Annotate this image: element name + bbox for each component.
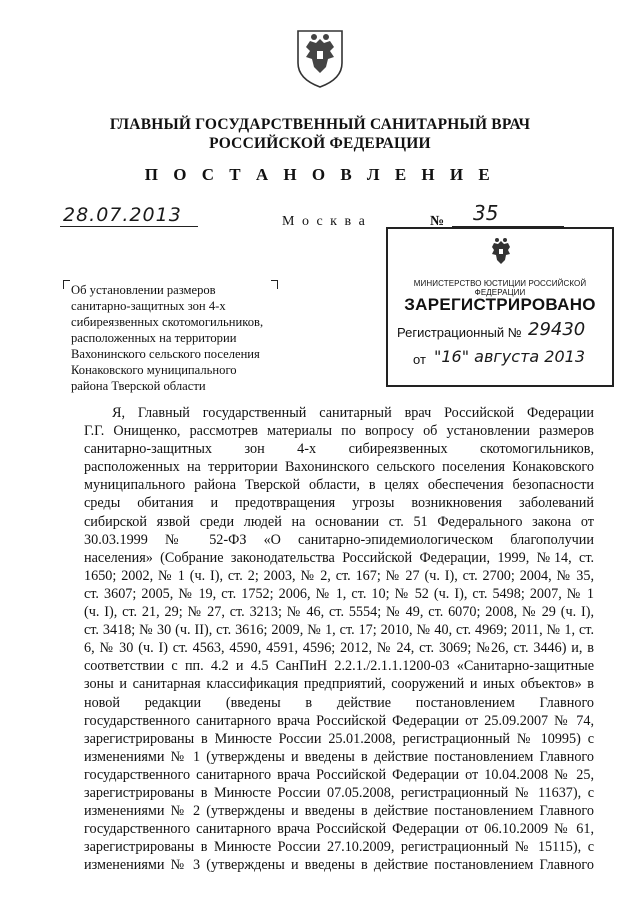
subject-line: санитарно-защитных зон 4-х: [71, 299, 226, 313]
document-city: М о с к в а: [282, 214, 367, 229]
stamp-date-prefix: от: [413, 352, 426, 367]
body-line: зарегистрированы в Минюсте России 25.01.2008, регистрационный № 10995) с: [84, 730, 594, 747]
body-line: зарегистрированы в Минюсте России 07.05.2008, регистрационный № 11637), с: [84, 784, 594, 801]
body-line: (ч. I), ст. 21, 29; № 27, ст. 3213; № 46, ст. 5554; № 49, ст. 6070; 2008, № 29 (ч. I),: [84, 604, 594, 621]
body-line: ст. 3418; № 30 (ч. II), ст. 3616; 2009, № 1, ст. 17; 2010, № 40, ст. 4969; 2011, № 1, ст.: [84, 622, 594, 639]
coat-of-arms-icon: [486, 235, 516, 271]
subject-bracket-left: [63, 280, 70, 289]
body-line: населения» (Собрание законодательства Российской Федерации, 1999, №14, ст.: [84, 549, 594, 566]
body-line: изменениями № 3 (утверждены и введены в действие постановлением Главного: [84, 857, 594, 874]
issuer-title-line2: РОССИЙСКОЙ ФЕДЕРАЦИИ: [209, 135, 431, 152]
stamp-ministry: МИНИСТЕРСТВО ЮСТИЦИИ РОССИЙСКОЙ ФЕДЕРАЦИИ: [413, 279, 587, 297]
body-line: расположенных на территории Вахонинского сельского поселения Конаковского: [84, 459, 594, 476]
stamp-reg-label: Регистрационный №: [397, 325, 522, 340]
subject-line: Вахонинского сельского поселения: [71, 347, 260, 361]
body-line: 1650; 2002, № 1 (ч. I), ст. 2; 2003, № 2, ст. 167; № 27 (ч. I), ст. 2700; 2004, № 35,: [84, 567, 594, 584]
date-underline: [60, 226, 198, 227]
document-date: 28.07.2013: [63, 204, 182, 226]
stamp-registered: ЗАРЕГИСТРИРОВАНО: [404, 295, 596, 314]
subject-line: сибиреязвенных скотомогильников,: [71, 315, 264, 329]
stamp-date: "16" августа 2013: [434, 347, 585, 366]
body-line: 30.03.1999 № 52-ФЗ «О санитарно-эпидемиологическом благополучии: [84, 531, 594, 548]
body-line: государственного санитарного врача Российской Федерации от 25.09.2007 № 74,: [84, 712, 594, 729]
body-line: 6, № 30 (ч. I) ст. 4563, 4590, 4591, 4596; 2012, № 24, ст. 3069; №26, ст. 3446) и, в: [84, 640, 594, 657]
body-line: Я, Главный государственный санитарный врач Российской Федерации: [112, 405, 594, 421]
body-line: муниципального района Тверской области, в целях обеспечения безопасности: [84, 477, 594, 494]
stamp-reg-number: 29430: [528, 319, 586, 340]
body-line: изменениями № 2 (утверждены и введены в действие постановлением Главного: [84, 803, 594, 820]
document-subject: [71, 282, 291, 394]
subject-line: Конаковского муниципального: [71, 363, 237, 377]
body-line: соответствии с пп. 4.2 и 4.5 СанПиН 2.2.1./2.1.1.1200-03 «Санитарно-защитные: [84, 658, 594, 675]
registration-stamp: [386, 227, 614, 387]
document-number: 35: [473, 201, 499, 225]
body-line: среды обитания и предотвращения угрозы возникновения заболеваний: [84, 495, 594, 512]
subject-line: расположенных на территории: [71, 331, 237, 345]
body-line: Г.Г. Онищенко, рассмотрев материалы по вопросу об установлении размеров: [84, 423, 594, 440]
body-line: государственного санитарного врача Российской Федерации от 10.04.2008 № 25,: [84, 766, 594, 783]
document-body: [84, 404, 594, 874]
subject-line: Об установлении размеров: [71, 283, 216, 297]
body-line: государственного санитарного врача Российской Федерации от 06.10.2009 № 61,: [84, 821, 594, 838]
body-line: сибирской язвой среди людей на основании ст. 51 Федерального закона от: [84, 513, 594, 530]
body-line: зоны и санитарная классификация предприятий, сооружений и иных объектов» в: [84, 676, 594, 693]
body-line: зарегистрированы в Минюсте России 27.10.2009, регистрационный № 15115), с: [84, 839, 594, 856]
body-line: санитарно-защитных зон 4-х сибиреязвенных скотомогильников,: [84, 441, 594, 458]
document-type: П О С Т А Н О В Л Е Н И Е: [144, 165, 496, 184]
issuer-title-line1: ГЛАВНЫЙ ГОСУДАРСТВЕННЫЙ САНИТАРНЫЙ ВРАЧ: [109, 116, 531, 133]
subject-line: района Тверской области: [71, 379, 206, 393]
body-line: новой редакции (введены в действие постановлением Главного: [84, 694, 594, 711]
body-line: ст. 3607; 2005, № 19, ст. 1752; 2006, № 1, ст. 10; № 52 (ч. I), ст. 5498; 2007, № 1: [84, 585, 594, 602]
body-line: изменениями № 1 (утверждены и введены в действие постановлением Главного: [84, 748, 594, 765]
number-label: №: [430, 214, 445, 229]
coat-of-arms-icon: [294, 27, 346, 89]
